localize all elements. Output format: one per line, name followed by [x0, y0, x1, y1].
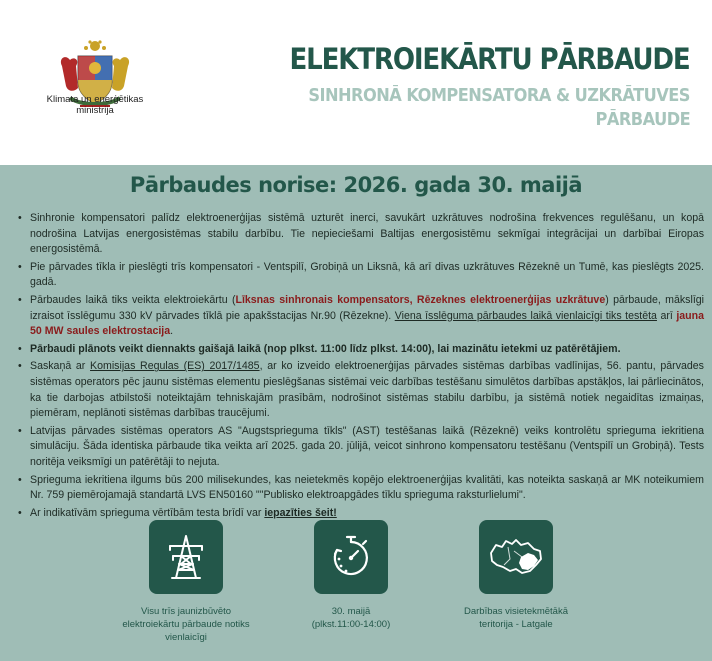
caption-line: elektroiekārtu pārbaude notiks — [122, 619, 250, 630]
ministry-name-line1: Klimata un enerģētikas — [46, 94, 144, 105]
caption-line: 30. maijā — [331, 606, 371, 617]
regulation-link[interactable]: Komisijas Regulas (ES) 2017/1485 — [90, 360, 260, 373]
caption-line: (plkst.11:00-14:00) — [311, 619, 391, 630]
info-list — [18, 211, 704, 523]
power-tower-tile — [149, 520, 223, 594]
bullet-text: Pārbaudes laikā tiks veikta elektroiekārtu ( — [30, 293, 236, 306]
list-item — [18, 359, 704, 421]
bullet-text: ) pārbaude, mākslīgi izraisot īsslēgumu 330 kV pārvades tīklā pie apakšstacijas Nr.90 (Rēzekne). — [30, 293, 705, 322]
bullet-text: Sprieguma iekritiena ilgums būs 200 milisekundes, kas neietekmēs kopējo elektroenerģijas kvalitāti, kas noteikta saskaņā ar MK noteikumiem Nr. 759 piemērojamajā standartā LVS EN50160 ""Publisko elektroapgādes tīklu sprieguma raksturlielumi". — [30, 473, 704, 502]
highlight-equipment: Līksnas sinhronais kompensators, Rēzeknes elektroenerģijas uzkrātuve — [235, 293, 606, 306]
highlight-solar-plant: jauna 50 MW saules elektrostacija — [30, 309, 704, 338]
bullet-text: Sinhronie kompensatori palīdz elektroenerģijas sistēmā uzturēt inerci, savukārt uzkrātuves nodrošina frekvences regulēšanu, un kopā nodrošina Latvijas energosistēmas stabilu darbību. Tie nepieciešami Baltijas energosistēmu sekmīgai integrācijai un darbībai Eiropas energosistēmā. — [30, 212, 704, 256]
stopwatch-icon — [327, 532, 375, 582]
page-subtitle-line2: PĀRBAUDE — [595, 109, 690, 130]
caption-line: vienlaicīgi — [165, 632, 207, 643]
list-item — [18, 260, 704, 291]
list-item — [18, 211, 704, 258]
bullet-text: , ar ko izveido elektroenerģijas pārvades sistēmas darbības vadlīnijas, 56. pantu, pārvades sistēmas operators pēc jaunu sistēmas elementu pieslēgšanas sistēmai veic darbības testēšanu simulētos darbības apstākļos, lai pārliecinātos, ka tie darbojas atbilstoši noteiktajām tehniskajām prasībām, nodrošinot sistēmas stabilu darbību, ja sistēmā notiek negaidītas izmaiņas, piemēram, neplānoti sistēmas darbības traucējumi. — [30, 360, 704, 420]
page-title: ELEKTROIEKĀRTU PĀRBAUDE — [289, 42, 690, 76]
stopwatch-tile — [314, 520, 388, 594]
caption-line: Darbības visietekmētākā — [463, 606, 569, 617]
power-tower-caption — [105, 605, 267, 644]
power-tower-icon — [162, 532, 210, 582]
bullet-text: Ar indikatīvām sprieguma vērtībām testa brīdī var — [30, 506, 265, 519]
caption-line: Visu trīs jaunizbūvēto — [140, 606, 232, 617]
list-item — [18, 506, 704, 522]
latvia-map-icon — [488, 535, 544, 579]
bullet-text: Pie pārvades tīkla ir pieslēgti trīs kompensatori - Ventspilī, Grobiņā un Liksnā, kā arī divas uzkrātuves Rēzeknē un Tumē, kas pieslēgts 2025. gadā. — [30, 260, 704, 289]
ministry-name — [30, 94, 160, 116]
underlined-text: Viena īsslēguma pārbaudes laikā vienlaicīgi tiks testēta — [394, 309, 657, 322]
caption-line: teritorija - Latgale — [479, 619, 553, 630]
list-item — [18, 293, 704, 340]
bullet-text: arī — [656, 309, 677, 322]
header — [0, 0, 712, 165]
list-item — [18, 424, 704, 471]
bullet-text: Saskaņā ar — [30, 360, 91, 373]
bullet-text: . — [170, 325, 174, 338]
date-heading: Pārbaudes norise: 2026. gada 30. maijā — [129, 173, 583, 197]
list-item — [18, 473, 704, 504]
bullet-text: Latvijas pārvades sistēmas operators AS "Augstsprieguma tīkls" (AST) testēšanas laikā (Rēzeknē) veiks kontrolētu sprieguma iekritiena simulāciju. Šāda identiska pārbaude tika veikta arī 2025. gada 20. jūlijā, veicot sinhrono kompensatoru testēšanu (Ventspilī un Grobiņā). Tests noritēja veiksmīgi un patērētāji to nejuta. — [30, 424, 704, 468]
page-subtitle — [190, 84, 690, 132]
content-panel — [0, 165, 712, 661]
region-caption — [450, 605, 582, 631]
voltage-values-link[interactable]: iepazīties šeit! — [264, 506, 337, 519]
ministry-name-line2: ministrija — [76, 105, 114, 116]
page-subtitle-line1: SINHRONĀ KOMPENSATORA & UZKRĀTUVES — [308, 85, 690, 106]
latvia-map-tile — [479, 520, 553, 594]
bullet-text-bold: Pārbaudi plānots veikt diennakts gaišajā laikā (nop plkst. 11:00 līdz plkst. 14:00), lai mazinātu ietekmi uz patērētājiem. — [30, 342, 621, 355]
date-caption — [290, 605, 412, 631]
list-item — [18, 342, 704, 358]
